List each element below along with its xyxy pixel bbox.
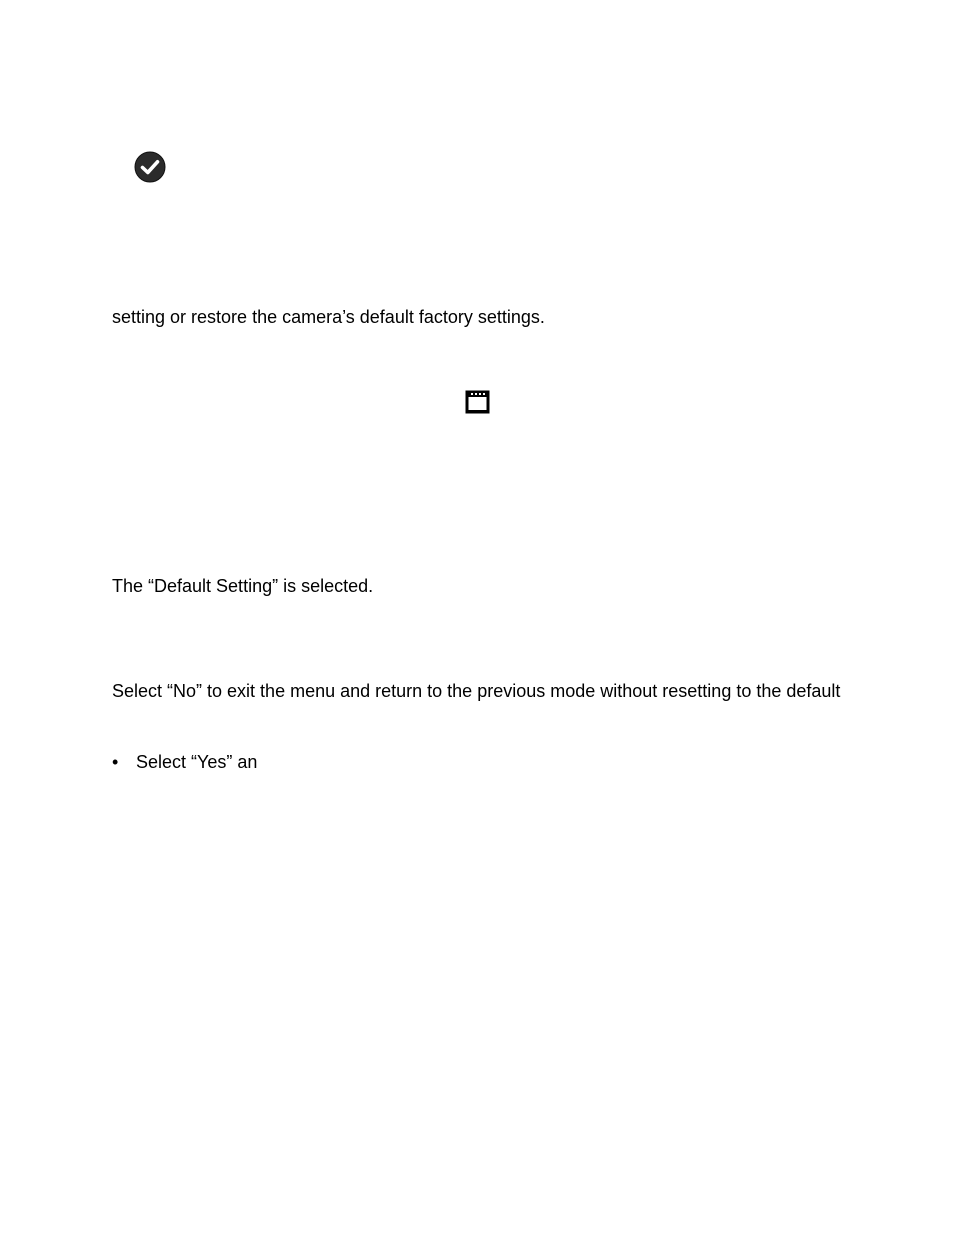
list-item xyxy=(112,751,257,773)
paragraph-select-no: Select “No” to exit the menu and return to the previous mode without resetting to the default xyxy=(112,681,841,701)
paragraph-default-selected: The “Default Setting” is selected. xyxy=(112,576,374,596)
menu-window-icon xyxy=(465,390,490,414)
bullet-marker: • xyxy=(112,752,119,772)
paragraph-restore-settings: setting or restore the camera’s default factory settings. xyxy=(112,307,545,327)
list-item-text: Select “Yes” an xyxy=(136,752,258,772)
checkmark-circle-icon xyxy=(134,151,166,183)
